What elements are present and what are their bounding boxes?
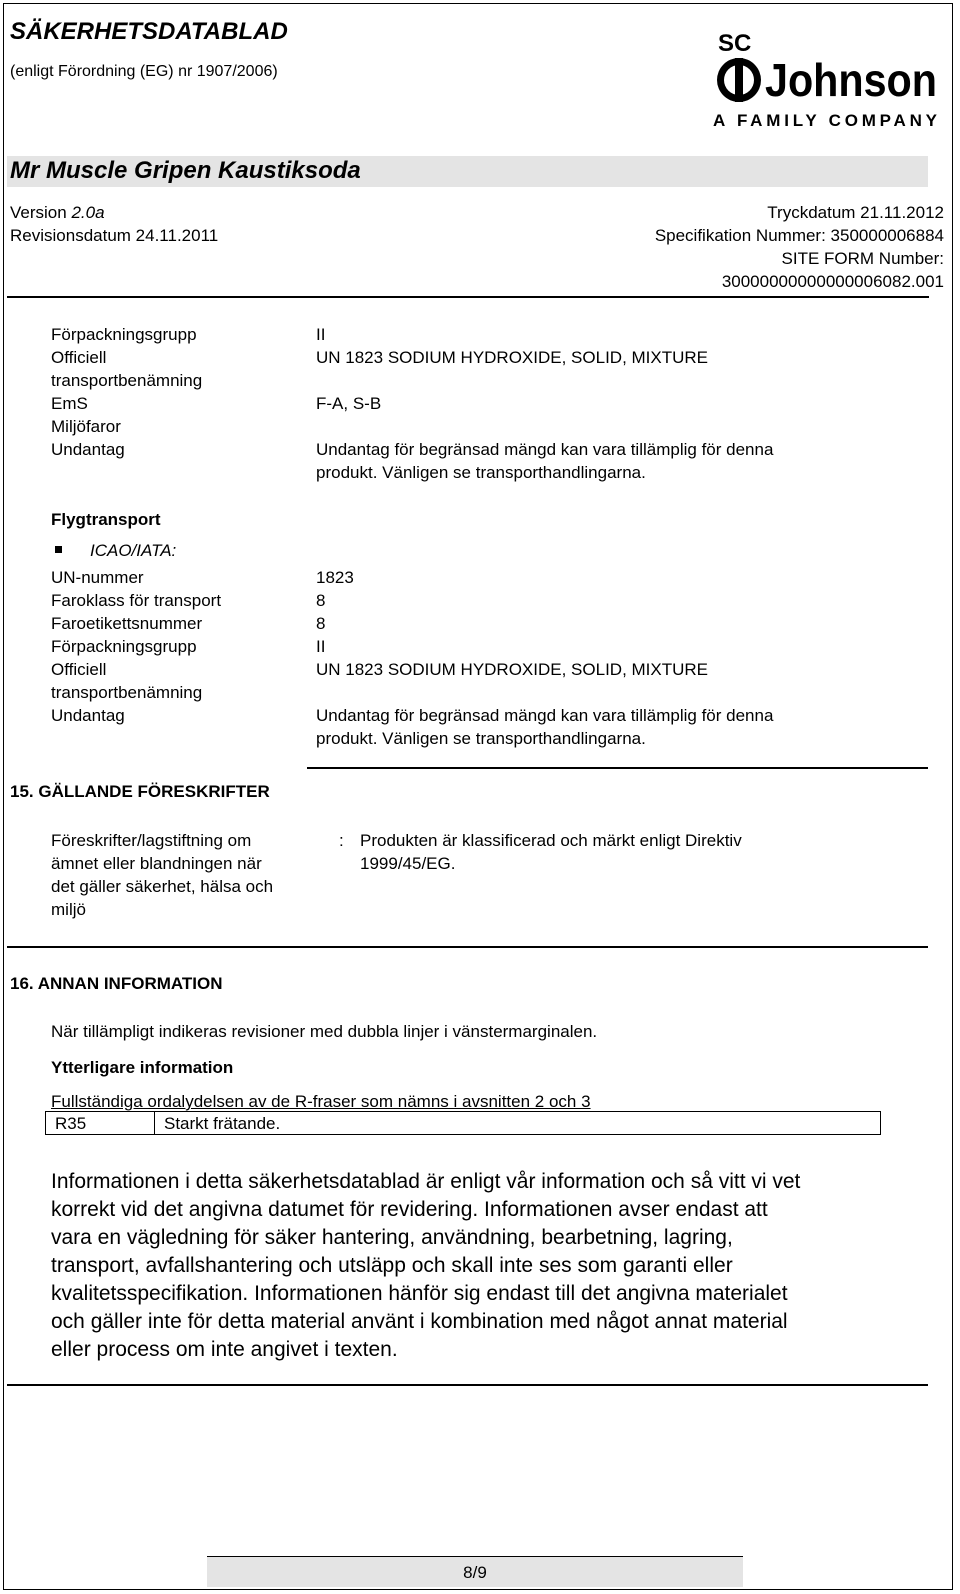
spec-number: Specifikation Nummer: 350000006884 [654, 226, 944, 245]
logo-brand-text: Johnson [765, 54, 937, 106]
label-air-exemption: Undantag [51, 706, 125, 725]
rphrases-heading: Fullständiga ordalydelsen av de R-fraser som nämns i avsnitten 2 och 3 [51, 1092, 591, 1111]
disclaimer-line-1: Informationen i detta säkerhetsdatablad är enligt vår information och så vitt vi vet [51, 1170, 801, 1193]
disclaimer-line-2: korrekt vid det angivna datumet för revidering. Informationen avser endast att [51, 1198, 768, 1221]
value-un-number: 1823 [316, 568, 354, 587]
label-official: Officiell [51, 348, 107, 367]
page-number: 8/9 [463, 1563, 487, 1582]
regulation-label-line-1: Föreskrifter/lagstiftning om [51, 831, 252, 850]
value-ems: F-A, S-B [316, 394, 382, 413]
label-env-hazards: Miljöfaror [51, 417, 121, 436]
label-exemption: Undantag [51, 440, 125, 459]
product-name: Mr Muscle Gripen Kaustiksoda [10, 157, 361, 184]
value-air-official: UN 1823 SODIUM HYDROXIDE, SOLID, MIXTURE [316, 660, 709, 679]
label-ems: EmS [51, 394, 88, 413]
label-label-number: Faroetikettsnummer [51, 614, 203, 633]
icao-iata-label: ICAO/IATA: [90, 541, 177, 560]
label-air-official: Officiell [51, 660, 107, 679]
section15-rule [307, 767, 928, 769]
label-packing-group: Förpackningsgrupp [51, 325, 197, 344]
revision-date: Revisionsdatum 24.11.2011 [10, 226, 219, 245]
section15-heading: 15. GÄLLANDE FÖRESKRIFTER [10, 782, 270, 801]
value-packing-group: II [316, 325, 326, 344]
rphrase-code: R35 [55, 1114, 87, 1133]
bullet-icon [55, 546, 62, 553]
header-rule [7, 296, 929, 298]
value-label-number: 8 [316, 614, 326, 633]
value-air-packing-group: II [316, 637, 326, 656]
regulation-colon: : [339, 831, 344, 850]
version-line [10, 203, 105, 223]
regulation-label-line-2: ämnet eller blandningen när [51, 854, 262, 873]
rphrase-divider [154, 1112, 155, 1134]
value-official: UN 1823 SODIUM HYDROXIDE, SOLID, MIXTURE [316, 348, 709, 367]
site-form-number: 30000000000000006082.001 [721, 272, 944, 291]
end-rule [7, 1384, 928, 1386]
label-hazard-class: Faroklass för transport [51, 591, 222, 610]
value-exemption: Undantag för begränsad mängd kan vara tillämplig för denna [316, 440, 774, 459]
label-un-number: UN-nummer [51, 568, 144, 587]
section16-rule [7, 946, 928, 948]
regulation-label-line-3: det gäller säkerhet, hälsa och [51, 877, 274, 896]
disclaimer-line-7: eller process om inte angivet i texten. [51, 1338, 398, 1361]
rphrase-text: Starkt frätande. [164, 1114, 281, 1133]
value-exemption-cont: produkt. Vänligen se transporthandlingarna. [316, 463, 646, 482]
value-air-exemption-cont: produkt. Vänligen se transporthandlingarna. [316, 729, 646, 748]
disclaimer-line-4: transport, avfallshantering och utsläpp och skall inte ses som garanti eller [51, 1254, 733, 1277]
label-transport-name: transportbenämning [51, 371, 203, 390]
value-air-exemption: Undantag för begränsad mängd kan vara tillämplig för denna [316, 706, 774, 725]
footer-rule [207, 1556, 743, 1557]
sc-johnson-logo [713, 28, 939, 130]
version-label: Version [10, 203, 72, 222]
disclaimer-line-5: kvalitetsspecifikation. Informationen hänför sig endast till det angivna materialet [51, 1282, 788, 1305]
regulation-value-line-2: 1999/45/EG. [360, 854, 456, 873]
regulation-value-line-1: Produkten är klassificerad och märkt enligt Direktiv [360, 831, 742, 850]
label-air-packing-group: Förpackningsgrupp [51, 637, 197, 656]
logo-sc-text: SC [718, 30, 752, 57]
regulation-label-line-4: miljö [51, 900, 86, 919]
site-form-label: SITE FORM Number: [781, 249, 944, 268]
revision-note: När tillämpligt indikeras revisioner med dubbla linjer i vänstermarginalen. [51, 1022, 598, 1041]
print-date: Tryckdatum 21.11.2012 [767, 203, 944, 222]
label-air-transport-name: transportbenämning [51, 683, 203, 702]
document-title: SÄKERHETSDATABLAD [10, 18, 288, 45]
value-hazard-class: 8 [316, 591, 326, 610]
disclaimer-line-3: vara en vägledning för säker hantering, användning, bearbetning, lagring, [51, 1226, 733, 1249]
version-value: 2.0a [71, 203, 105, 222]
regulation-text: (enligt Förordning (EG) nr 1907/2006) [10, 63, 278, 80]
logo-tagline: A FAMILY COMPANY [713, 111, 937, 130]
rphrase-table [45, 1111, 881, 1135]
further-info-heading: Ytterligare information [51, 1058, 234, 1077]
disclaimer-line-6: och gäller inte för detta material använt i kombination med något annat material [51, 1310, 788, 1333]
air-transport-heading: Flygtransport [51, 510, 161, 529]
section16-heading: 16. ANNAN INFORMATION [10, 974, 223, 993]
